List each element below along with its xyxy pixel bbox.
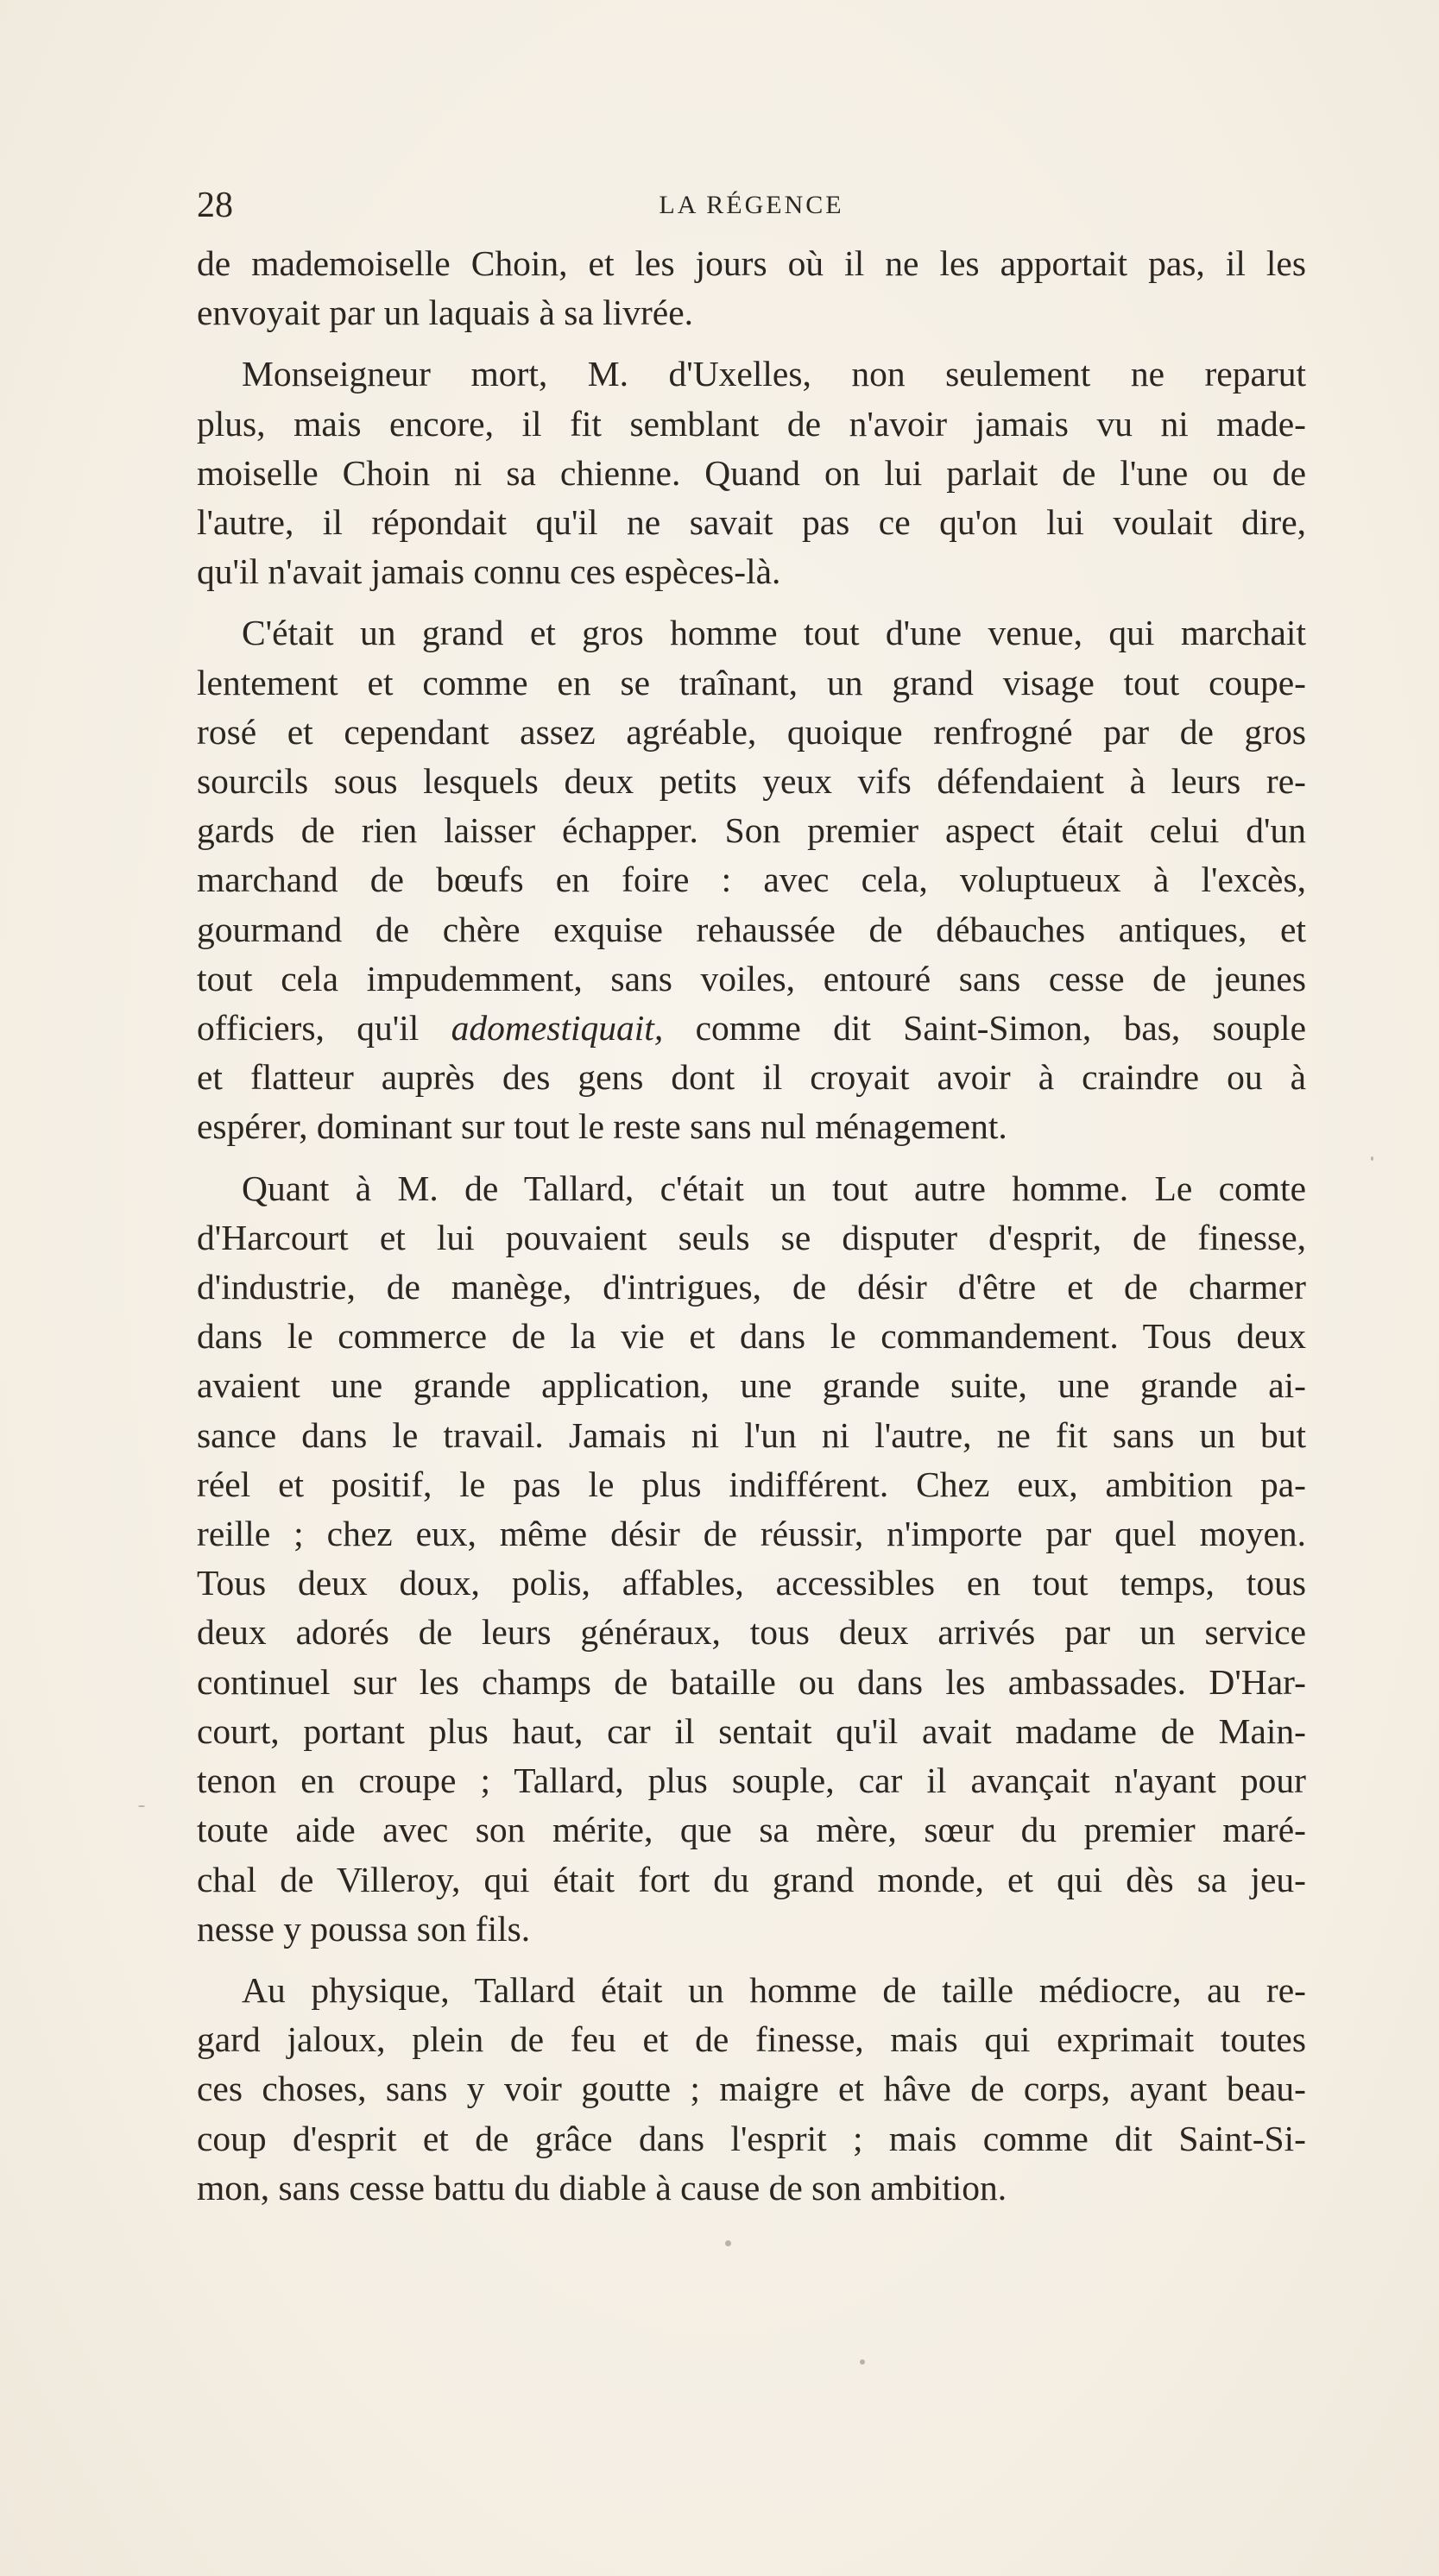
text-line: Quant à M. de Tallard, c'était un tout autre homme. Le comte (242, 1168, 1306, 1208)
text-line: de mademoiselle Choin, et les jours où il ne les apportait pas, il les (197, 243, 1306, 283)
paragraph-1 (197, 239, 1306, 337)
text-line: C'était un grand et gros homme tout d'une venue, qui marchait (242, 613, 1306, 653)
text-line: chal de Villeroy, qui était fort du grand monde, et qui dès sa jeu- (197, 1859, 1306, 1899)
text-line: Monseigneur mort, M. d'Uxelles, non seulement ne reparut (242, 354, 1306, 394)
text-line: tenon en croupe ; Tallard, plus souple, car il avançait n'ayant pour (197, 1760, 1306, 1801)
paragraph-2 (197, 350, 1306, 596)
text-line: d'industrie, de manège, d'intrigues, de désir d'être et de charmer (197, 1267, 1306, 1307)
text-line: marchand de bœufs en foire : avec cela, voluptueux à l'excès, (197, 860, 1306, 900)
text-line: plus, mais encore, il fit semblant de n'avoir jamais vu ni made- (197, 403, 1306, 444)
text-line: avaient une grande application, une grande suite, une grande ai- (197, 1365, 1306, 1406)
text-line: l'autre, il répondait qu'il ne savait pas ce qu'on lui voulait dire, (197, 502, 1306, 543)
text-line: sourcils sous lesquels deux petits yeux vifs défendaient à leurs re- (197, 761, 1306, 802)
text-line: gard jaloux, plein de feu et de finesse, mais qui exprimait toutes (197, 2019, 1306, 2060)
text-line: court, portant plus haut, car il sentait qu'il avait madame de Main- (197, 1710, 1306, 1751)
text-line: gards de rien laisser échapper. Son premier aspect était celui d'un (197, 810, 1306, 851)
text-line: nesse y poussa son fils. (197, 1908, 531, 1949)
paragraph-4 (197, 1164, 1306, 1954)
paper-speck (725, 2240, 731, 2246)
running-head (197, 183, 1306, 228)
text-line: d'Harcourt et lui pouvaient seuls se disputer d'esprit, de finesse, (197, 1217, 1306, 1257)
text-line: continuel sur les champs de bataille ou dans les ambassades. D'Har- (197, 1661, 1306, 1702)
text-line: dans le commerce de la vie et dans le commandement. Tous deux (197, 1316, 1306, 1357)
text-line: envoyait par un laquais à sa livrée. (197, 293, 694, 333)
paper-speck (138, 1805, 145, 1807)
text-line: moiselle Choin ni sa chienne. Quand on lui parlait de l'une ou de (197, 452, 1306, 493)
text-line: Tous deux doux, polis, affables, accessibles en tout temps, tous (197, 1563, 1306, 1603)
text-line: lentement et comme en se traînant, un grand visage tout coupe- (197, 662, 1306, 702)
paper-speck (860, 2359, 865, 2365)
paper-speck (1371, 1156, 1373, 1161)
text-line: ces choses, sans y voir goutte ; maigre et hâve de corps, ayant beau- (197, 2069, 1306, 2109)
body-text (197, 239, 1306, 2213)
text-line: coup d'esprit et de grâce dans l'esprit ; mais comme dit Saint-Si- (197, 2118, 1306, 2158)
text-line: sance dans le travail. Jamais ni l'un ni l'autre, ne fit sans un but (197, 1414, 1306, 1455)
text-line: réel et positif, le pas le plus indifférent. Chez eux, ambition pa- (197, 1464, 1306, 1504)
text-line: mon, sans cesse battu du diable à cause de son ambition. (197, 2167, 1007, 2208)
text-line: Au physique, Tallard était un homme de taille médiocre, au re- (242, 1969, 1306, 2010)
paragraph-5 (197, 1966, 1306, 2213)
text-run: officiers, qu'il (197, 1008, 451, 1049)
text-line: gourmand de chère exquise rehaussée de débauches antiques, et (197, 909, 1306, 949)
text-line: rosé et cependant assez agréable, quoique renfrogné par de gros (197, 711, 1306, 752)
running-title: LA RÉGENCE (659, 191, 844, 219)
page-number: 28 (197, 186, 233, 225)
text-line: reille ; chez eux, même désir de réussir, n'importe par quel moyen. (197, 1514, 1306, 1554)
text-line: toute aide avec son mérite, que sa mère, sœur du premier maré- (197, 1810, 1306, 1850)
text-line: deux adorés de leurs généraux, tous deux arrivés par un service (197, 1612, 1306, 1653)
text-line: espérer, dominant sur tout le reste sans nul ménagement. (197, 1106, 1007, 1147)
paragraph-3 (197, 608, 1306, 1151)
italic-word: adomestiquait, (451, 1008, 664, 1049)
text-line: qu'il n'avait jamais connu ces espèces-là. (197, 551, 781, 592)
text-line: et flatteur auprès des gens dont il croyait avoir à craindre ou à (197, 1057, 1306, 1098)
text-run: comme dit Saint-Simon, bas, souple (663, 1008, 1306, 1049)
text-line: tout cela impudemment, sans voiles, entouré sans cesse de jeunes (197, 958, 1306, 998)
text-line-with-italic (197, 1004, 1306, 1053)
